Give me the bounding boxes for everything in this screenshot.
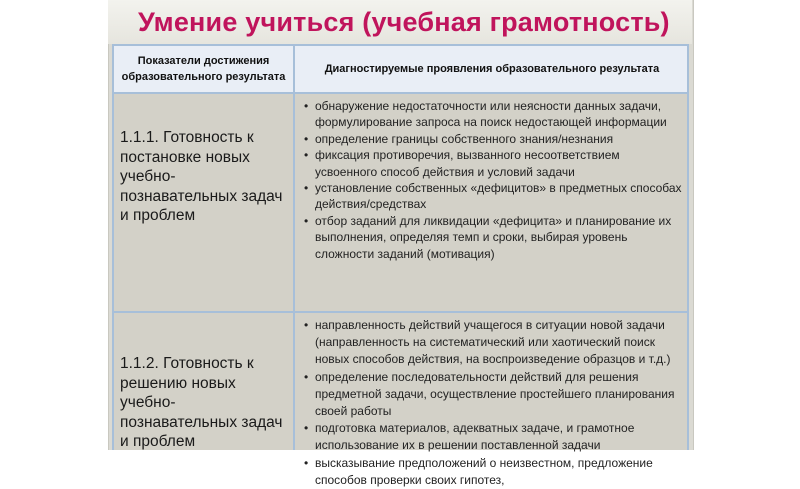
list-item: • фиксация противоречия, вызванного несоответствием усвоенного способ действия и условий задачи <box>304 148 620 179</box>
manifestations-cell <box>297 94 687 311</box>
manifestations-list <box>300 98 683 262</box>
list-item: • обнаружение недостаточности или неясности данных задачи, формулирование запроса на поиск недостающей информации <box>304 99 667 130</box>
bullet-icon: • <box>304 369 309 384</box>
list-item: • отбор заданий для ликвидации «дефицита» и планирование их выполнения, определяя темп и сроки, выбирая уровень сложности заданий (мотивация) <box>304 213 672 261</box>
bullet-icon: • <box>304 131 309 146</box>
manifestations-cell <box>297 313 687 487</box>
header-manifestations: Диагностируемые проявления образовательного результата <box>324 63 660 75</box>
table-row <box>114 313 687 487</box>
bullet-icon: • <box>304 181 309 196</box>
indicator-text: 1.1.1. Готовность к постановке новых учебно-познавательных задач и проблем <box>120 129 283 224</box>
results-table <box>112 44 689 487</box>
bullet-icon: • <box>304 318 309 332</box>
bullet-icon: • <box>304 148 309 163</box>
list-item: • установление собственных «дефицитов» в предметных способах действия/средствах <box>304 181 682 212</box>
list-item: • определение последовательности действий для решения предметной задачи, осуществление простейшего планирования своей работы <box>304 369 675 419</box>
list-item: • направленность действий учащегося в ситуации новой задачи (направленность на систематический или хаотический поиск новых способов действия, на воспроизведение образцов и т.д.) <box>304 318 671 367</box>
bullet-icon: • <box>304 99 309 113</box>
bullet-icon: • <box>304 455 309 470</box>
bullet-icon: • <box>304 421 309 436</box>
list-item: • определение границы собственного знания/незнания <box>304 131 614 146</box>
indicator-text: 1.1.2. Готовность к решению новых учебно-познавательных задач и проблем <box>120 355 283 450</box>
table-row <box>114 94 687 313</box>
manifestations-list <box>300 317 683 489</box>
list-item: • подготовка материалов, адекватных задаче, и грамотное использование их в решении поставленной задачи <box>304 421 635 453</box>
bullet-icon: • <box>304 213 309 228</box>
table-header <box>114 44 687 94</box>
list-item: • высказывание предположений о неизвестном, предложение способов проверки своих гипотез, <box>304 455 653 487</box>
header-indicators: Показатели достижения образовательного результата <box>114 46 295 92</box>
indicator-cell <box>114 313 295 450</box>
indicator-cell <box>114 94 295 311</box>
slide-title: Умение учиться (учебная грамотность) <box>138 7 670 37</box>
